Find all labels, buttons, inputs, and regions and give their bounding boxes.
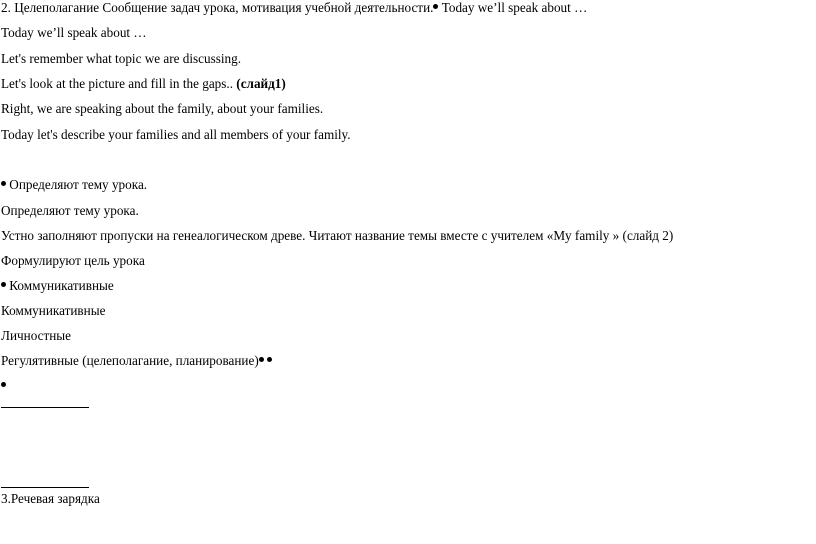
line-stage-2-heading: [1, 0, 587, 16]
divider-rule: [1, 487, 89, 488]
bullet-icon: [1, 282, 6, 287]
line-regulatory: [1, 353, 272, 369]
bullet-icon: [259, 357, 264, 362]
today-speak-text: Today we’ll speak about …: [441, 0, 588, 15]
line-speech-warmup: 3.Речевая зарядка: [1, 491, 100, 506]
bullet-icon: [433, 4, 438, 9]
line-remember-topic: Let's remember what topic we are discussing.: [1, 51, 242, 66]
bullet-icon: [1, 382, 6, 387]
line-define-topic: Определяют тему урока.: [1, 203, 139, 218]
line-lone-bullet: [1, 378, 6, 394]
slide-1-label: (слайд1): [236, 76, 286, 91]
line-today-speak: Today we’ll speak about …: [1, 25, 147, 40]
define-topic-text: Определяют тему урока.: [9, 177, 148, 192]
bullet-icon: [267, 357, 272, 362]
bullet-icon: [1, 181, 6, 186]
regulatory-text: Регулятивные (целеполагание, планирование): [1, 353, 259, 368]
line-fill-gaps-tree: Устно заполняют пропуски на генеалогическом древе. Читают название темы вместе с учителем «My family » (слайд 2): [1, 228, 674, 243]
communicative-text: Коммуникативные: [9, 278, 114, 293]
line-describe-families: Today let's describe your families and all members of your family.: [1, 127, 351, 142]
line-look-picture: [1, 76, 286, 92]
stage-2-text: 2. Целеполагание Сообщение задач урока, мотивация учебной деятельности.: [1, 0, 434, 15]
line-formulate-goal: Формулируют цель урока: [1, 253, 145, 268]
line-communicative-bullet: [1, 278, 114, 294]
line-speaking-family: Right, we are speaking about the family, about your families.: [1, 101, 324, 116]
line-communicative: Коммуникативные: [1, 303, 106, 318]
look-picture-text: Let's look at the picture and fill in the gaps..: [1, 76, 237, 91]
line-personal: Личностные: [1, 328, 72, 343]
line-define-topic-bullet: [1, 177, 147, 193]
divider-rule: [1, 407, 89, 408]
